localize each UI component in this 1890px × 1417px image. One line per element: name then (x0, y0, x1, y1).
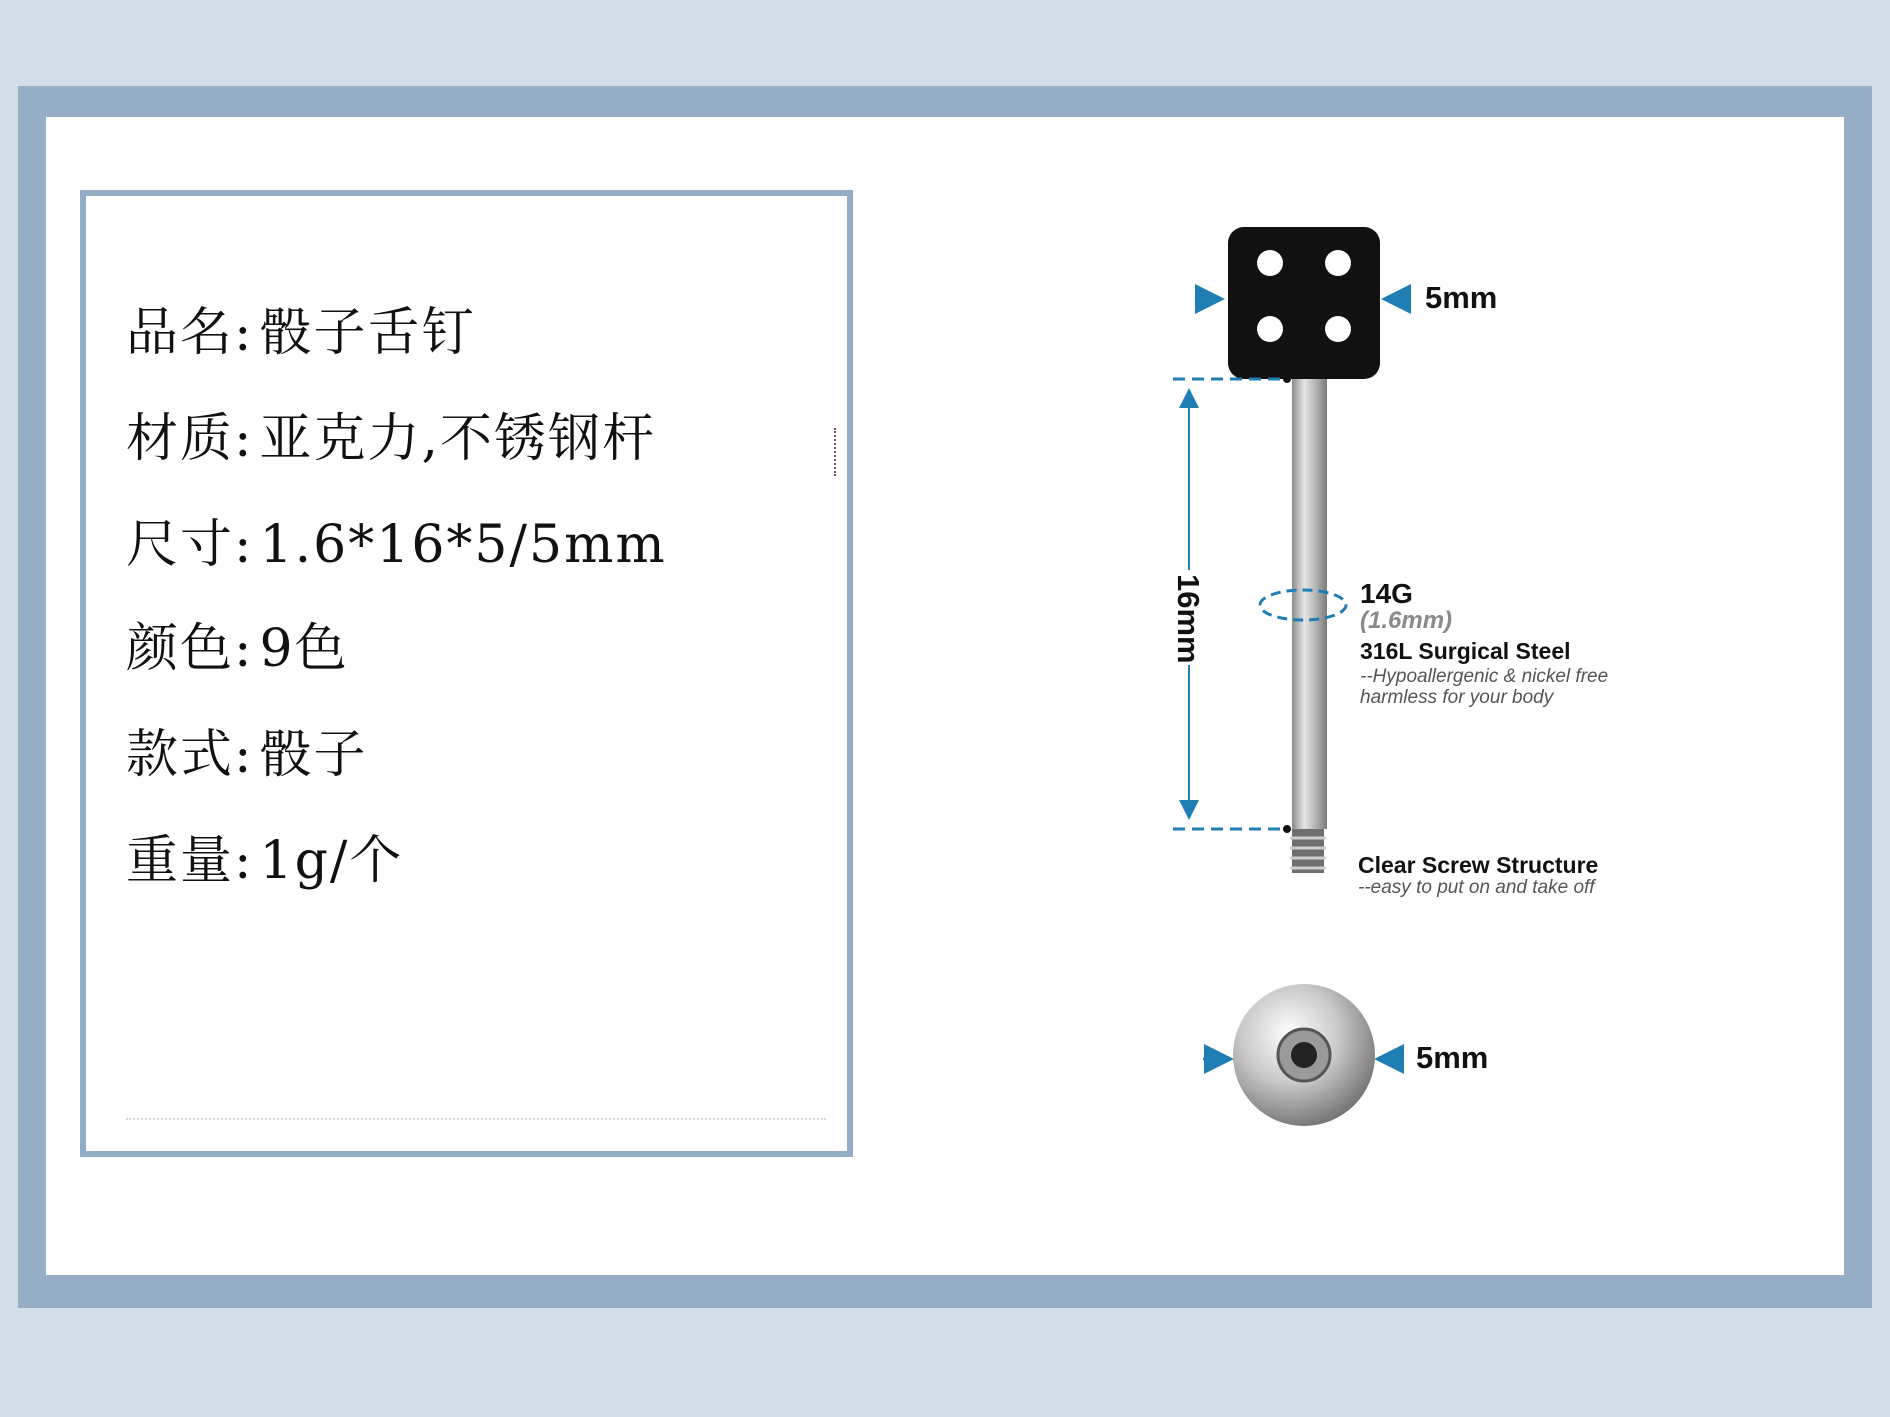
spec-size-label: 尺寸: (126, 515, 254, 575)
spec-name (126, 290, 476, 365)
spec-weight-value: 1g/个 (259, 831, 404, 891)
spec-weight (126, 818, 403, 893)
screw-title: Clear Screw Structure (1358, 852, 1599, 878)
gauge-mm-label: (1.6mm) (1360, 607, 1453, 634)
spec-size-value: 1.6*16*5/5mm (259, 515, 667, 575)
screw-note: --easy to put on and take off (1358, 877, 1595, 898)
spec-color-label: 颜色: (126, 619, 254, 679)
steel-label: 316L Surgical Steel (1360, 638, 1571, 664)
spec-style-label: 款式: (126, 725, 254, 785)
steel-note-2: harmless for your body (1360, 687, 1554, 708)
spec-size (126, 502, 667, 577)
spec-style (126, 712, 368, 787)
steel-note-1: --Hypoallergenic & nickel free (1360, 666, 1609, 687)
spec-weight-label: 重量: (126, 831, 254, 891)
spec-material (126, 396, 656, 471)
spec-name-label: 品名: (126, 303, 254, 363)
gauge-label: 14G (1360, 578, 1413, 609)
edge-mark (834, 428, 838, 476)
spec-material-label: 材质: (126, 409, 254, 469)
spec-color-value: 9色 (259, 619, 349, 679)
bar-length-label: 16mm (1171, 574, 1206, 664)
spec-color (126, 606, 349, 681)
bottom-width-label: 5mm (1416, 1040, 1489, 1075)
faint-dotted-line (126, 1118, 826, 1122)
spec-name-value: 骰子舌钉 (259, 303, 476, 363)
spec-box (80, 190, 853, 1157)
spec-material-value: 亚克力,不锈钢杆 (259, 409, 657, 469)
top-width-label: 5mm (1425, 280, 1498, 315)
spec-style-value: 骰子 (259, 725, 368, 785)
